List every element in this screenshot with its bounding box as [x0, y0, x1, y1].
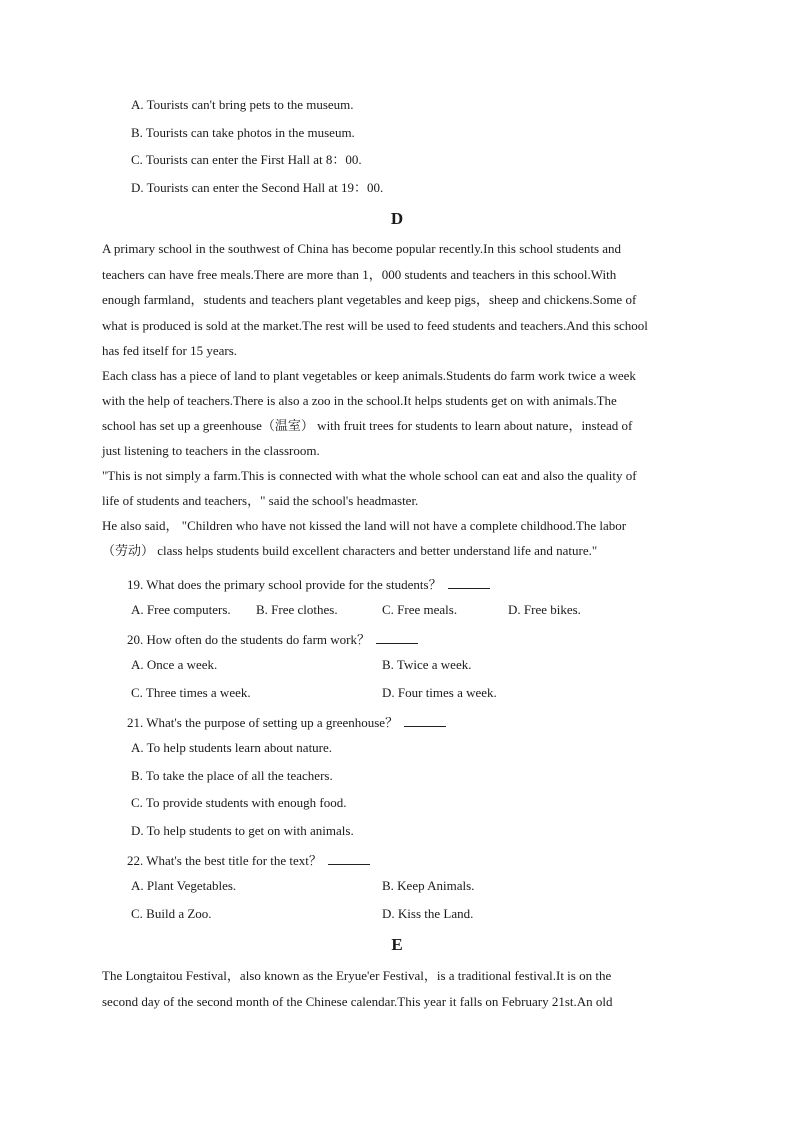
- prev-option-b: B. Tourists can take photos in the museum.: [131, 125, 355, 140]
- question-21: [127, 713, 446, 731]
- q19-option-c: C. Free meals.: [382, 602, 458, 617]
- q20-option-b: B. Twice a week.: [382, 657, 472, 672]
- answer-blank-20[interactable]: [376, 630, 418, 644]
- passage-line: A primary school in the southwest of China has become popular recently.In this school students and: [102, 241, 622, 256]
- passage-line: has fed itself for 15 years.: [102, 343, 238, 358]
- q22-option-d: D. Kiss the Land.: [382, 906, 474, 921]
- passage-line: what is produced is sold at the market.The rest will be used to feed students and teachers.And this school: [102, 317, 648, 333]
- q19-option-b: B. Free clothes.: [256, 602, 338, 617]
- question-22: [127, 851, 370, 869]
- q19-option-d: D. Free bikes.: [508, 602, 581, 617]
- passage-line: just listening to teachers in the classroom.: [102, 443, 320, 458]
- passage-line: school has set up a greenhouse（温室） with fruit trees for students to learn about nature，instead of: [102, 418, 633, 433]
- passage-line: "This is not simply a farm.This is connected with what the whole school can eat and also the quality of: [102, 468, 637, 483]
- q19-option-a: A. Free computers.: [131, 602, 231, 617]
- q21-option-c: C. To provide students with enough food.: [131, 795, 347, 810]
- question-20-stem: 20. How often do the students do farm work？: [127, 632, 370, 647]
- answer-blank-19[interactable]: [448, 575, 490, 589]
- passage-line: （劳动） class helps students build excellent characters and better understand life and nature.": [102, 543, 598, 558]
- passage-line: second day of the second month of the Chinese calendar.This year it falls on February 21st.An old: [102, 993, 613, 1009]
- passage-line: enough farmland，students and teachers plant vegetables and keep pigs，sheep and chickens.Some of: [102, 292, 637, 307]
- q22-option-a: A. Plant Vegetables.: [131, 878, 237, 893]
- passage-line: The Longtaitou Festival，also known as the Eryue'er Festival，is a traditional festival.It is on the: [102, 968, 612, 983]
- q21-option-b: B. To take the place of all the teachers.: [131, 768, 333, 783]
- passage-line: Each class has a piece of land to plant vegetables or keep animals.Students do farm work twice a week: [102, 368, 636, 383]
- answer-blank-22[interactable]: [328, 851, 370, 865]
- passage-line: He also said， "Children who have not kissed the land will not have a complete childhood.The labor: [102, 518, 627, 533]
- passage-line: with the help of teachers.There is also a zoo in the school.It helps students get on with animals.The: [102, 393, 617, 408]
- question-20: [127, 630, 418, 648]
- q20-option-d: D. Four times a week.: [382, 685, 497, 700]
- prev-option-a: A. Tourists can't bring pets to the museum.: [131, 97, 354, 112]
- question-21-stem: 21. What's the purpose of setting up a greenhouse？: [127, 715, 399, 730]
- q22-option-b: B. Keep Animals.: [382, 878, 475, 893]
- passage-line: teachers can have free meals.There are more than 1，000 students and teachers in this school.With: [102, 266, 617, 282]
- prev-option-c: C. Tourists can enter the First Hall at 8：00.: [131, 152, 362, 167]
- section-e-heading: E: [391, 935, 403, 954]
- prev-option-d: D. Tourists can enter the Second Hall at 19：00.: [131, 180, 384, 195]
- question-19-stem: 19. What does the primary school provide for the students？: [127, 577, 442, 592]
- q20-option-c: C. Three times a week.: [131, 685, 251, 700]
- q22-option-c: C. Build a Zoo.: [131, 906, 212, 921]
- answer-blank-21[interactable]: [404, 713, 446, 727]
- q21-option-a: A. To help students learn about nature.: [131, 740, 333, 755]
- question-19: [127, 575, 490, 593]
- passage-line: life of students and teachers，" said the school's headmaster.: [102, 493, 419, 508]
- q21-option-d: D. To help students to get on with animals.: [131, 823, 354, 838]
- passage-e: [102, 968, 694, 1019]
- q20-option-a: A. Once a week.: [131, 657, 218, 672]
- passage-d: [102, 241, 694, 568]
- section-d-heading: D: [390, 209, 404, 228]
- question-22-stem: 22. What's the best title for the text？: [127, 853, 322, 868]
